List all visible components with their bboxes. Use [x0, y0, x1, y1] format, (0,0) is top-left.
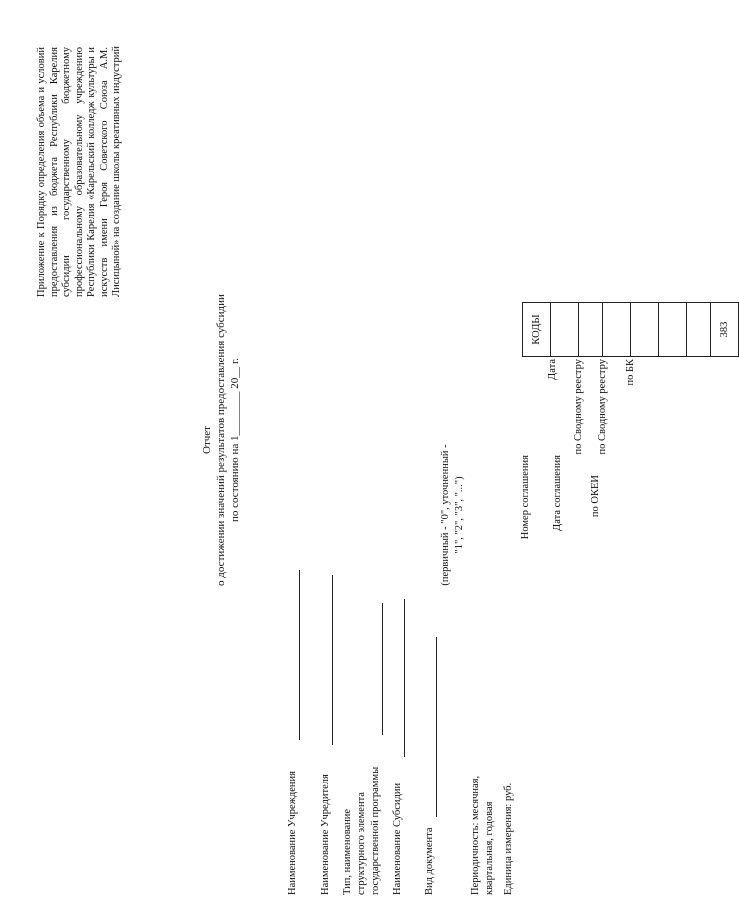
agreement-date-cell [687, 303, 711, 357]
okei-label: по ОКЕИ [590, 475, 601, 518]
codes-table [522, 302, 739, 357]
agreement-date-label: Дата соглашения [552, 455, 563, 531]
structural-element-label: структурного элемента [356, 792, 367, 895]
appendix-line: предоставления из бюджета Республики Карелия [48, 47, 60, 297]
doc-type-note: (первичный - "0", уточненный - [440, 444, 451, 586]
registry-code-cell [603, 303, 631, 357]
appendix-line: Лисицыной» на создание школы креативных индустрий [111, 46, 122, 297]
bk-code-cell [631, 303, 659, 357]
registry-label: по Сводному реестру [573, 359, 584, 455]
subsidy-label: Наименование Субсидии [392, 782, 403, 895]
report-subtitle: о достижении значений результатов предоставления субсидии [215, 294, 227, 586]
institution-underline [299, 570, 300, 740]
agreement-number-label: Номер соглашения [520, 455, 531, 540]
appendix-note [36, 47, 124, 297]
founder-label: Наименование Учредителя [320, 774, 331, 895]
date-code-cell [551, 303, 579, 357]
periodicity-label: Периодичность: месячная, [470, 775, 481, 895]
registry-label: по Сводному реестру [597, 359, 608, 455]
appendix-line: профессиональному образовательному учреждению [73, 47, 85, 297]
report-date-line: по состоянию на 1________ 20__ г. [229, 358, 241, 522]
report-title-block [200, 215, 242, 665]
doc-type-label: Вид документа [424, 827, 435, 895]
doc-type-note: "1", "2", "3", "...") [454, 476, 465, 554]
structural-element-label: Тип, наименование [342, 808, 353, 895]
institution-label: Наименование Учреждения [287, 771, 298, 895]
okei-code-cell: 383 [711, 303, 739, 357]
appendix-line: Республики Карелия «Карельский колледж культуры и [86, 47, 97, 297]
bk-label: по БК [625, 359, 636, 386]
unit-label: Единица измерения: руб. [503, 782, 514, 895]
agreement-number-cell [659, 303, 687, 357]
structural-element-label: государственной программы [370, 766, 381, 895]
codes-header: КОДЫ [523, 303, 551, 357]
doc-type-underline [436, 637, 437, 817]
registry-code-cell [579, 303, 603, 357]
structural-element-underline [382, 603, 383, 735]
appendix-line: искусств имени Героя Советского Союза А.М. [98, 47, 110, 297]
founder-underline [332, 575, 333, 745]
report-title: Отчет [201, 426, 213, 454]
appendix-line: Приложение к Порядку определения объема и условий [36, 47, 47, 297]
date-label: Дата [547, 359, 558, 380]
subsidy-underline [404, 599, 405, 757]
periodicity-label: квартальная, годовая [484, 801, 495, 895]
appendix-line: субсидии государственному бюджетному [61, 47, 72, 297]
